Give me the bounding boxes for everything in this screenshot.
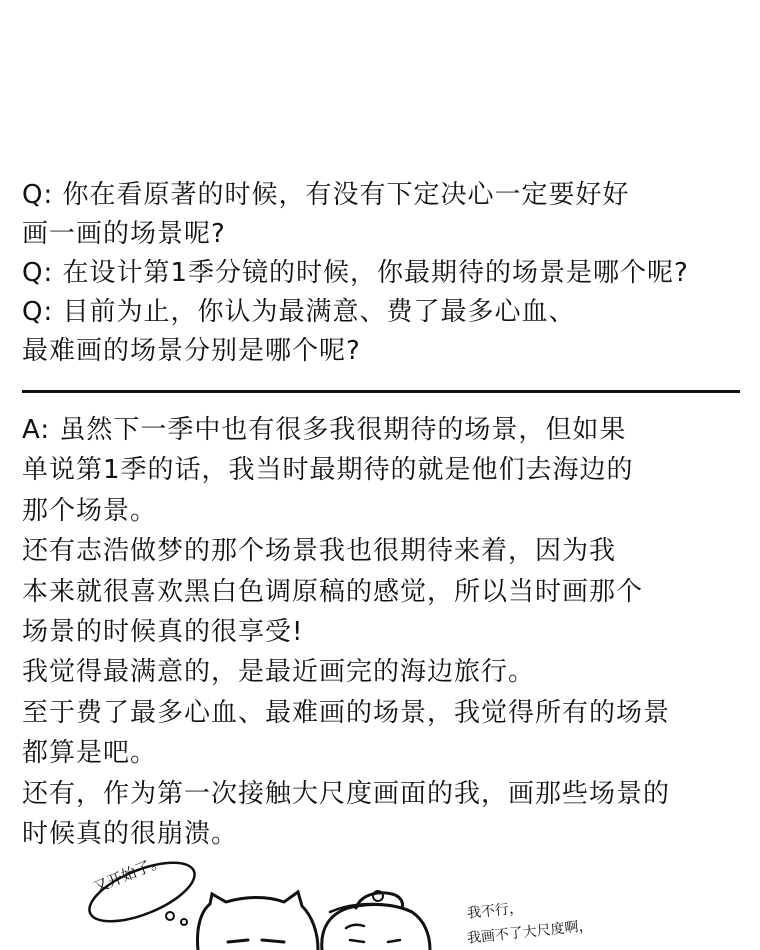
answer-line: 还有，作为第一次接触大尺度画面的我，画那些场景的 — [22, 778, 671, 809]
left-character-eye — [262, 940, 284, 942]
answer-line: 那个场景。 — [22, 495, 158, 526]
question-line: Q: 你在看原著的时候，有没有下定决心一定要好好 — [22, 180, 630, 210]
question-line: 最难画的场景分别是哪个呢? — [22, 336, 361, 366]
question-line: Q: 在设计第1季分镜的时候，你最期待的场景是哪个呢? — [22, 258, 689, 288]
left-character-eye — [228, 940, 248, 942]
right-character-brow — [346, 925, 364, 928]
right-character-head — [322, 905, 430, 950]
divider-line — [22, 390, 740, 393]
right-character-eye — [388, 940, 400, 942]
answer-line: 时候真的很崩溃。 — [22, 818, 239, 849]
question-line: Q: 目前为止，你认为最满意、费了最多心血、 — [22, 297, 576, 327]
answer-line: 还有志浩做梦的那个场景我也很期待来着，因为我 — [22, 536, 617, 567]
side-note-line: 我画不了大尺度啊， — [466, 917, 594, 947]
answer-line: 本来就很喜欢黑白色调原稿的感觉，所以当时画那个 — [22, 576, 644, 607]
bubble-dot — [166, 912, 174, 920]
answer-line: 场景的时候真的很享受! — [22, 616, 304, 647]
question-line: 画一画的场景呢? — [22, 219, 226, 249]
side-note-line: 我不行， — [466, 900, 524, 922]
bubble-dot — [181, 919, 187, 925]
right-character-eye — [350, 940, 364, 942]
answer-line: A: 虽然下一季中也有很多我很期待的场景，但如果 — [22, 415, 627, 445]
answer-line: 都算是吧。 — [22, 738, 158, 769]
answer-block — [22, 410, 752, 854]
speech-bubble-text: 又开始了。 — [90, 851, 168, 897]
answer-line: 单说第1季的话，我当时最期待的就是他们去海边的 — [22, 455, 634, 486]
question-block — [22, 176, 752, 371]
answer-line: 我觉得最满意的，是最近画完的海边旅行。 — [22, 657, 536, 688]
answer-line: 至于费了最多心血、最难画的场景，我觉得所有的场景 — [22, 697, 671, 728]
left-character-head — [198, 892, 319, 950]
